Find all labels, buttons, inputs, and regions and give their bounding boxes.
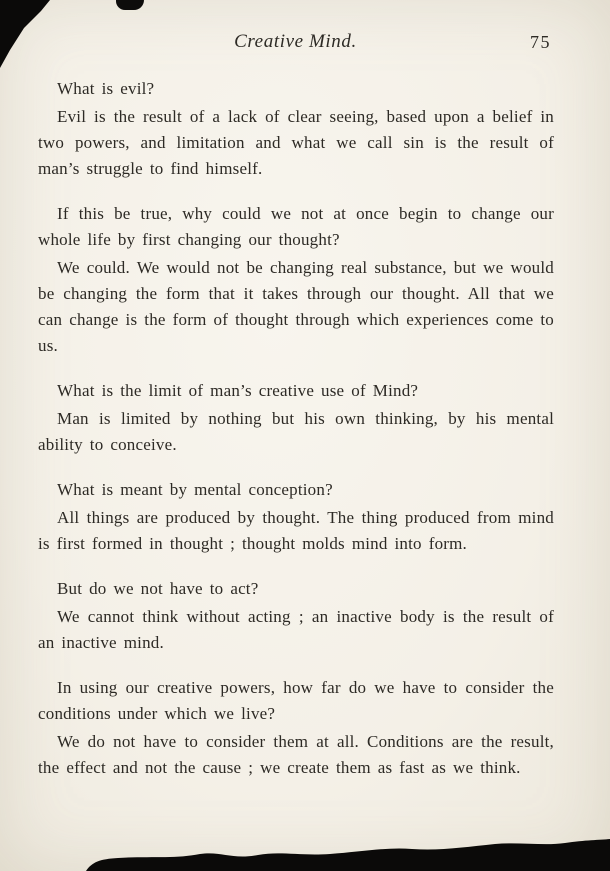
answer-text: All things are produced by thought. The thing produced from mind is first formed in thought ; thought molds mind into form. <box>38 508 554 553</box>
qa-block <box>38 378 554 458</box>
scan-top-edge-mark <box>116 0 144 10</box>
question-text: If this be true, why could we not at once begin to change our whole life by first changing our thought? <box>38 204 554 249</box>
qa-block <box>38 576 554 656</box>
qa-block <box>38 675 554 781</box>
answer-text: We could. We would not be changing real substance, but we would be changing the form that it takes through our thought. All that we can change is the form of thought through which experiences come to us. <box>38 258 554 355</box>
question-text: In using our creative powers, how far do we have to consider the conditions under which we live? <box>38 678 554 723</box>
page-content <box>38 76 554 800</box>
answer-text: We do not have to consider them at all. Conditions are the result, the effect and not the cause ; we create them as fast as we think. <box>38 732 554 777</box>
question-text: What is evil? <box>57 79 155 98</box>
qa-block <box>38 477 554 557</box>
qa-block <box>38 201 554 359</box>
scan-bottom-edge-mark <box>0 835 610 871</box>
running-title: Creative Mind. <box>234 31 357 52</box>
question-text: But do we not have to act? <box>57 579 259 598</box>
answer-text: We cannot think without acting ; an inactive body is the result of an inactive mind. <box>38 607 554 652</box>
question-text: What is the limit of man’s creative use of Mind? <box>57 381 419 400</box>
answer-text: Evil is the result of a lack of clear seeing, based upon a belief in two powers, and limitation and what we call sin is the result of man’s struggle to find himself. <box>38 107 554 178</box>
answer-text: Man is limited by nothing but his own thinking, by his mental ability to conceive. <box>38 409 554 454</box>
page-header <box>38 30 553 54</box>
page-number: 75 <box>530 32 551 52</box>
qa-block <box>38 76 554 182</box>
question-text: What is meant by mental conception? <box>57 480 333 499</box>
